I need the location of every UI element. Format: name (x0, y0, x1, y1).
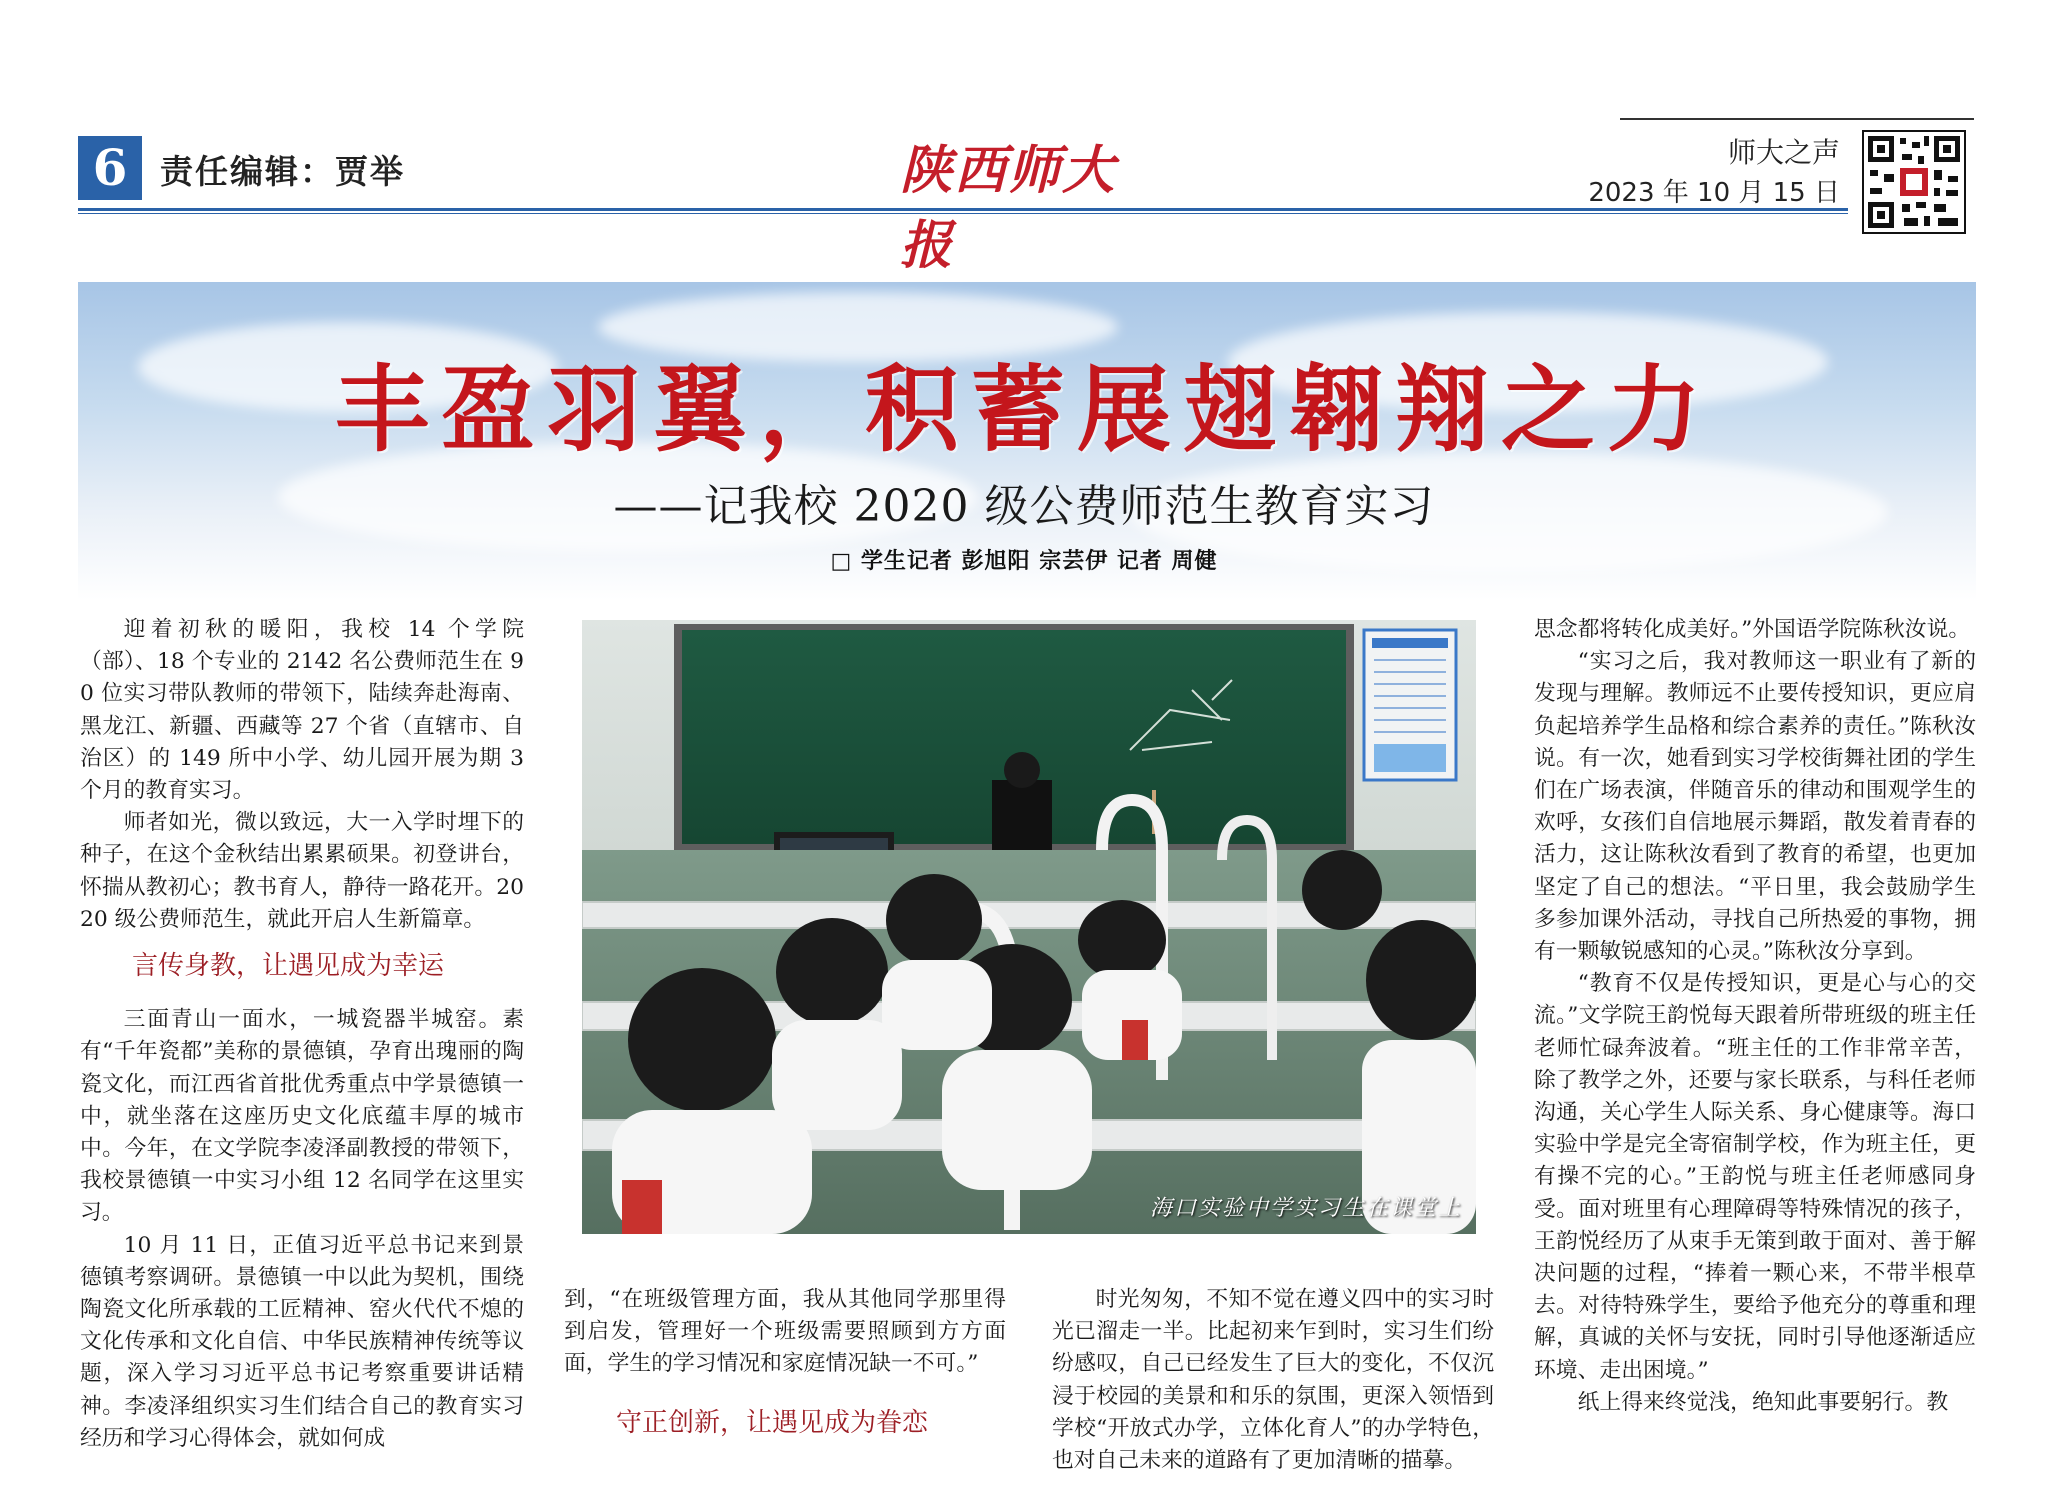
byline: □ 学生记者 彭旭阳 宗芸伊 记者 周健 (830, 549, 1218, 574)
section-heading: 言传身教，让遇见成为幸运 (132, 951, 445, 982)
paragraph: 纸上得来终觉浅，绝知此事要躬行。教 (1577, 1389, 1949, 1415)
paragraph: 师者如光，微以致远，大一入学时埋下的种子，在这个金秋结出累累硕果。初登讲台，怀揣从教初心；教书育人，静待一路花开。2020 级公费师范生，就此开启人生新篇章。 (80, 810, 524, 932)
paragraph: “实习之后，我对教师这一职业有了新的发现与理解。教师远不止要传授知识，更应肩负起培养学生品格和综合素养的责任。”陈秋汝说。有一次，她看到实习学校街舞社团的学生们在广场表演，伴随音乐的律动和围观学生的欢呼，女孩们自信地展示舞蹈，散发着青春的活力，这让陈秋汝看到了教育的希望，也更加坚定了自己的想法。“平日里，我会鼓励学生多参加课外活动，寻找自己所热爱的事物，拥有一颗敏锐感知的心灵。”陈秋汝分享到。 (1534, 649, 1976, 965)
header-rule-thin (78, 213, 1848, 214)
masthead-logo: 陕西师大报 (900, 140, 1117, 276)
qr-code-icon (1862, 130, 1966, 234)
column-1 (80, 614, 524, 1455)
photo-caption: 海口实验中学实习生在课堂上 (1149, 1196, 1462, 1221)
publication-date: 2023 年 10 月 15 日 (1588, 178, 1840, 208)
paragraph: 三面青山一面水，一城瓷器半城窑。素有“千年瓷都”美称的景德镇，孕育出瑰丽的陶瓷文化，而江西省首批优秀重点中学景德镇一中，就坐落在这座历史文化底蕴丰厚的城市中。今年，在文学院李凌泽副教授的带领下，我校景德镇一中实习小组 12 名同学在这里实习。 (80, 1007, 524, 1226)
article-title: 丰盈羽翼，积蓄展翅翱翔之力 (334, 355, 1713, 465)
paragraph: 时光匆匆，不知不觉在遵义四中的实习时光已溜走一半。比起初来乍到时，实习生们纷纷感叹，自己已经发生了巨大的变化，不仅沉浸于校园的美景和和乐的氛围，更深入领悟到学校“开放式办学，立体化育人”的办学特色，也对自己未来的道路有了更加清晰的描摹。 (1052, 1287, 1494, 1474)
page-number: 6 (78, 136, 142, 200)
editor-credit: 责任编辑：贾举 (160, 152, 405, 191)
paragraph: 迎着初秋的暖阳，我校 14 个学院（部）、18 个专业的 2142 名公费师范生在 90 位实习带队教师的带领下，陆续奔赴海南、黑龙江、新疆、西藏等 27 个省（直辖市、自治区）的 149 所中小学、幼儿园开展为期 3 个月的教育实习。 (80, 617, 524, 804)
top-rule (1620, 118, 1974, 120)
article-subtitle: ——记我校 2020 级公费师范生教育实习 (613, 481, 1435, 532)
paragraph: 到，“在班级管理方面，我从其他同学那里得到启发，管理好一个班级需要照顾到方方面面，学生的学习情况和家庭情况缺一不可。” (564, 1287, 1006, 1377)
paragraph: 10 月 11 日，正值习近平总书记来到景德镇考察调研。景德镇一中以此为契机，围绕陶瓷文化所承载的工匠精神、窑火代代不熄的文化传承和文化自信、中华民族精神传统等议题，深入学习习近平总书记考察重要讲话精神。李凌泽组织实习生们结合自己的教育实习经历和学习心得体会，就如何成 (80, 1232, 524, 1451)
column-3 (1052, 1284, 1494, 1477)
column-4 (1534, 614, 1976, 1419)
paragraph: 思念都将转化成美好。”外国语学院陈秋汝说。 (1534, 617, 1971, 642)
section-name: 师大之声 (1727, 136, 1840, 169)
section-heading: 守正创新，让遇见成为眷恋 (616, 1407, 929, 1438)
paragraph: “教育不仅是传授知识，更是心与心的交流。”文学院王韵悦每天跟着所带班级的班主任老师忙碌奔波着。“班主任的工作非常辛苦，除了教学之外，还要与家长联系，与科任老师沟通，关心学生人际关系、身心健康等。海口实验中学是完全寄宿制学校，作为班主任，更有操不完的心。”王韵悦与班主任老师感同身受。面对班里有心理障碍等特殊情况的孩子，王韵悦经历了从束手无策到敢于面对、善于解决问题的过程，“捧着一颗心来，不带半根草去。对待特殊学生，要给予他充分的尊重和理解，真诚的关怀与安抚，同时引导他逐渐适应环境、走出困境。” (1534, 971, 1976, 1383)
column-2 (564, 1284, 1006, 1461)
header-rule (78, 208, 1848, 211)
classroom-photo (582, 620, 1476, 1234)
